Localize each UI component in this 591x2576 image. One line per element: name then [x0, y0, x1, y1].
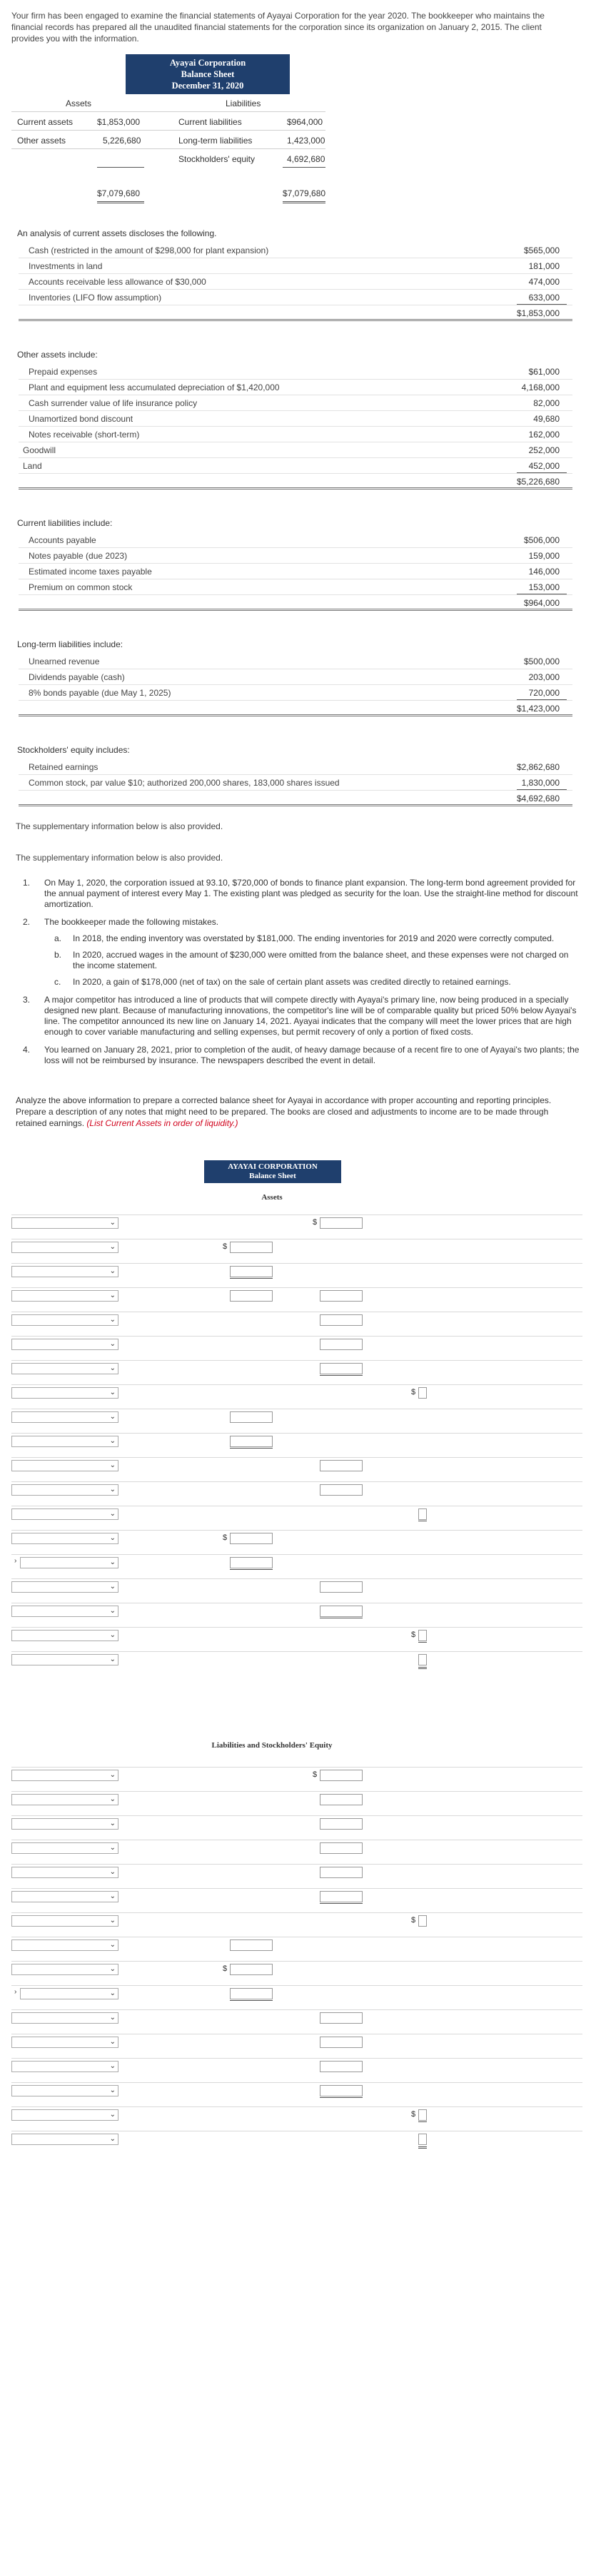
row-label: Common stock, par value $10; authorized 200,000 shares, 183,000 shares issued	[29, 778, 340, 788]
amount-input[interactable]	[320, 1770, 363, 1781]
form-row	[11, 1888, 582, 1904]
account-select[interactable]	[11, 1842, 118, 1854]
bs-right-value: 1,423,000	[287, 136, 325, 146]
underline-rule	[230, 1278, 273, 1279]
row-label: Inventories (LIFO flow assumption)	[29, 293, 162, 303]
underline-rule	[320, 1375, 363, 1376]
chevron-down-icon: ⌄	[109, 1243, 116, 1251]
statement-date: December 31, 2020	[171, 81, 244, 91]
underline-rule	[418, 2121, 427, 2122]
form-statement-name: Balance Sheet	[249, 1172, 296, 1180]
underline-rule	[230, 1569, 273, 1570]
amount-input[interactable]	[230, 1939, 273, 1951]
bs-left-label: Other assets	[17, 136, 66, 146]
amount-input[interactable]	[418, 2109, 427, 2121]
account-select[interactable]	[11, 2109, 118, 2121]
amount-input[interactable]	[320, 1484, 363, 1496]
account-select[interactable]	[11, 1508, 118, 1520]
row-label: Dividends payable (cash)	[29, 672, 125, 682]
bs-right-label: Stockholders' equity	[178, 154, 256, 164]
chevron-down-icon: ⌄	[109, 1655, 116, 1663]
form-row	[11, 1603, 582, 1618]
account-select[interactable]	[11, 1363, 118, 1374]
item-number: 1.	[23, 878, 31, 888]
amount-input[interactable]	[320, 1818, 363, 1830]
amount-input[interactable]	[320, 1363, 363, 1374]
account-select[interactable]	[11, 1266, 118, 1277]
form-row	[11, 1312, 582, 1327]
account-select[interactable]	[11, 1290, 118, 1302]
task-text: Analyze the above information to prepare a corrected balance sheet for Ayayai in accordance with proper accounting and reporting principles. Prepare a description of any notes that might need to be prepared. The books are closed and adjustments to income are to be made through retained earnings.	[16, 1095, 552, 1128]
current-liabilities-group	[11, 518, 580, 611]
row-label: Investments in land	[29, 261, 103, 271]
form-header	[204, 1160, 341, 1183]
sub-item-letter: a.	[54, 933, 62, 943]
amount-input[interactable]	[320, 2037, 363, 2048]
account-select[interactable]	[11, 1630, 118, 1641]
underline-rule	[320, 1903, 363, 1904]
row-amount: $500,000	[523, 656, 560, 666]
account-select[interactable]	[11, 1891, 118, 1902]
dollar-sign: $	[223, 1533, 228, 1542]
intro-text: Your firm has been engaged to examine the financial statements of Ayayai Corporation for the year 2020. The bookkeeper who maintains the financial records has prepared all the unaudited financial statements for the corporation since its organization on January 2, 2015. The client provides you with the information.	[11, 11, 545, 44]
sub-list-item	[44, 933, 580, 944]
expand-arrow-icon[interactable]: ›	[14, 1557, 17, 1565]
chevron-down-icon: ⌄	[109, 1510, 116, 1518]
group-total: $5,226,680	[516, 477, 560, 487]
row-amount: 82,000	[533, 398, 560, 408]
row-label: Cash (restricted in the amount of $298,000 for plant expansion)	[29, 245, 269, 255]
item-text: You learned on January 28, 2021, prior to completion of the audit, of heavy damage because of a recent fire to one of Ayayai's two plants; the loss will not be reimbursed by insurance. The newspapers described the event in detail.	[44, 1045, 580, 1065]
amount-input[interactable]	[418, 1654, 427, 1665]
row-label: Unamortized bond discount	[29, 414, 133, 424]
bs-right-value: 4,692,680	[287, 154, 325, 164]
double-rule	[418, 2146, 427, 2149]
amount-input[interactable]	[320, 2085, 363, 2096]
answer-form	[11, 1146, 582, 2231]
supplementary-note: The supplementary information below is also provided.	[16, 853, 223, 863]
group-total: $964,000	[523, 598, 560, 608]
amount-input[interactable]	[320, 1581, 363, 1593]
sub-item-letter: c.	[54, 977, 61, 987]
form-row	[11, 1360, 582, 1376]
row-label: 8% bonds payable (due May 1, 2025)	[29, 688, 171, 698]
account-select[interactable]	[11, 1581, 118, 1593]
other-assets-group	[11, 350, 580, 490]
form-company-name: AYAYAI CORPORATION	[228, 1162, 318, 1171]
form-row	[11, 1961, 582, 1977]
row-amount: $506,000	[523, 535, 560, 545]
amount-input[interactable]	[320, 1606, 363, 1617]
item-text: On May 1, 2020, the corporation issued at 93.10, $720,000 of bonds to finance plant expansion. The long-term bond agreement provided for the annual payment of interest every May 1. The existing plant was pledged as security for the loan. Use the straight-line method for discount amortization.	[44, 878, 578, 909]
account-select[interactable]	[11, 1818, 118, 1830]
chevron-down-icon: ⌄	[109, 2038, 116, 2046]
account-select[interactable]	[11, 2085, 118, 2096]
account-select[interactable]	[11, 1217, 118, 1229]
form-row	[11, 1384, 582, 1400]
account-select[interactable]	[11, 1242, 118, 1253]
row-label: Notes receivable (short-term)	[29, 430, 140, 440]
chevron-down-icon: ⌄	[109, 1844, 116, 1852]
amount-input[interactable]	[320, 1314, 363, 1326]
chevron-down-icon: ⌄	[109, 2086, 116, 2094]
row-amount: 474,000	[528, 277, 560, 287]
dollar-sign: $	[223, 1242, 228, 1251]
sub-item-text: In 2020, accrued wages in the amount of $230,000 were omitted from the balance sheet, and these expenses were not charged on the income statement.	[73, 950, 569, 970]
chevron-down-icon: ⌄	[109, 1965, 116, 1973]
bs-left-value: 5,226,680	[103, 136, 141, 146]
company-name: Ayayai Corporation	[169, 58, 246, 68]
amount-input[interactable]	[230, 1557, 273, 1568]
group-lead: Other assets include:	[17, 350, 98, 360]
long-term-liabilities-group	[11, 639, 580, 716]
account-select[interactable]	[11, 1606, 118, 1617]
chevron-down-icon: ⌄	[109, 1389, 116, 1396]
row-amount: 1,830,000	[521, 778, 560, 788]
assets-section-label: Assets	[261, 1193, 283, 1202]
form-row	[11, 1791, 582, 1807]
account-select[interactable]	[11, 1867, 118, 1878]
row-label: Cash surrender value of life insurance policy	[29, 398, 198, 408]
form-row	[11, 1215, 582, 1230]
account-select[interactable]	[11, 1411, 118, 1423]
chevron-down-icon: ⌄	[109, 1892, 116, 1900]
form-row	[11, 1336, 582, 1352]
amount-input[interactable]	[320, 1842, 363, 1854]
account-select[interactable]	[11, 1654, 118, 1665]
sub-list-item	[44, 950, 580, 971]
account-select[interactable]	[11, 1314, 118, 1326]
form-row	[11, 1651, 582, 1667]
form-row	[11, 2106, 582, 2122]
chevron-down-icon: ⌄	[109, 1267, 116, 1275]
dollar-sign: $	[313, 1770, 318, 1779]
sub-item-letter: b.	[54, 950, 62, 960]
amount-input[interactable]	[320, 1867, 363, 1878]
row-label: Plant and equipment less accumulated depreciation of $1,420,000	[29, 382, 280, 392]
chevron-down-icon: ⌄	[109, 1364, 116, 1372]
form-row	[11, 1287, 582, 1303]
form-row	[11, 1263, 582, 1279]
chevron-down-icon: ⌄	[109, 1989, 116, 1997]
form-row	[11, 1481, 582, 1497]
form-row	[11, 1433, 582, 1449]
group-lead: Stockholders' equity includes:	[17, 745, 130, 755]
form-row	[11, 1985, 582, 2001]
account-select[interactable]	[11, 1436, 118, 1447]
row-amount: 162,000	[528, 430, 560, 440]
account-select[interactable]	[11, 1460, 118, 1471]
row-amount: $61,000	[528, 367, 560, 377]
row-amount: 153,000	[528, 582, 560, 592]
row-amount: 203,000	[528, 672, 560, 682]
balance-sheet-header	[126, 54, 290, 94]
underline-rule	[230, 1448, 273, 1449]
chevron-down-icon: ⌄	[109, 1461, 116, 1469]
row-label: Premium on common stock	[29, 582, 133, 592]
form-row	[11, 1530, 582, 1546]
amount-input[interactable]	[230, 1290, 273, 1302]
group-lead: Current liabilities include:	[17, 518, 113, 528]
chevron-down-icon: ⌄	[109, 1917, 116, 1925]
underline-rule	[320, 2097, 363, 2098]
row-amount: 159,000	[528, 551, 560, 561]
liabilities-section-label: Liabilities and Stockholders' Equity	[211, 1741, 333, 1750]
amount-input[interactable]	[320, 2012, 363, 2024]
row-amount: 252,000	[528, 445, 560, 455]
item-number: 3.	[23, 995, 31, 1005]
amount-input[interactable]	[418, 1915, 427, 1927]
dollar-sign: $	[411, 1631, 416, 1639]
chevron-down-icon: ⌄	[109, 1771, 116, 1779]
account-select[interactable]	[11, 1339, 118, 1350]
form-row	[11, 1409, 582, 1424]
row-divider	[11, 148, 325, 149]
group-total: $4,692,680	[516, 793, 560, 803]
amount-input[interactable]	[320, 1891, 363, 1902]
row-label: Estimated income taxes payable	[29, 567, 152, 577]
form-row	[11, 1840, 582, 1855]
amount-input[interactable]	[418, 2134, 427, 2145]
group-total: $1,853,000	[516, 308, 560, 318]
statement-name: Balance Sheet	[181, 69, 235, 79]
dollar-sign: $	[411, 1388, 416, 1396]
row-label: Retained earnings	[29, 762, 98, 772]
expand-arrow-icon[interactable]: ›	[14, 1988, 17, 1996]
account-select[interactable]	[11, 1770, 118, 1781]
row-amount: $2,862,680	[516, 762, 560, 772]
account-select[interactable]	[11, 2061, 118, 2072]
form-row	[11, 1506, 582, 1521]
supplementary-note: The supplementary information below is also provided.	[16, 821, 223, 831]
account-select[interactable]	[11, 2012, 118, 2024]
form-row	[11, 2131, 582, 2146]
chevron-down-icon: ⌄	[109, 1413, 116, 1421]
chevron-down-icon: ⌄	[109, 1316, 116, 1324]
account-select[interactable]	[11, 1964, 118, 1975]
sub-list-item	[44, 977, 580, 988]
amount-input[interactable]	[418, 1508, 427, 1520]
bs-right-label: Long-term liabilities	[178, 136, 253, 146]
amount-input[interactable]	[230, 1411, 273, 1423]
row-amount: 4,168,000	[521, 382, 560, 392]
dollar-sign: $	[411, 1916, 416, 1925]
amount-input[interactable]	[320, 1290, 363, 1302]
dollar-sign: $	[223, 1964, 228, 1973]
sub-item-text: In 2018, the ending inventory was overstated by $181,000. The ending inventories for 2019 and 2020 were correctly computed.	[73, 933, 555, 943]
bs-right-value: $964,000	[287, 117, 323, 127]
amount-input[interactable]	[320, 1339, 363, 1350]
chevron-down-icon: ⌄	[109, 2014, 116, 2022]
supplementary-list	[23, 878, 580, 1066]
total-liabilities-value: $7,079,680	[283, 188, 326, 198]
chevron-down-icon: ⌄	[109, 2111, 116, 2119]
total-assets-value: $7,079,680	[97, 188, 141, 198]
form-row	[11, 1912, 582, 1928]
form-row	[11, 1767, 582, 1783]
current-assets-group	[11, 228, 580, 321]
group-total: $1,423,000	[516, 704, 560, 714]
group-lead: Long-term liabilities include:	[17, 639, 123, 649]
chevron-down-icon: ⌄	[109, 1820, 116, 1827]
double-rule	[97, 201, 144, 203]
bs-right-label: Current liabilities	[178, 117, 242, 127]
liabilities-heading: Liabilities	[226, 98, 261, 108]
row-label: Prepaid expenses	[29, 367, 98, 377]
double-rule	[418, 1667, 427, 1669]
account-select[interactable]	[11, 1484, 118, 1496]
form-row	[11, 2058, 582, 2074]
chevron-down-icon: ⌄	[109, 1941, 116, 1949]
analysis-section	[11, 228, 580, 806]
amount-input[interactable]	[230, 1533, 273, 1544]
account-select[interactable]	[11, 1794, 118, 1805]
chevron-down-icon: ⌄	[109, 1631, 116, 1639]
form-row	[11, 1864, 582, 1880]
amount-input[interactable]	[418, 1387, 427, 1399]
form-row	[11, 1239, 582, 1254]
assets-heading: Assets	[66, 98, 92, 108]
chevron-down-icon: ⌄	[109, 2135, 116, 2143]
amount-input[interactable]	[230, 1266, 273, 1277]
list-item	[23, 995, 580, 1038]
subtotal-rule	[97, 167, 144, 168]
amount-input[interactable]	[320, 1460, 363, 1471]
form-row	[11, 1554, 582, 1570]
form-row	[11, 2009, 582, 2025]
form-row	[11, 1578, 582, 1594]
task-hint: (List Current Assets in order of liquidity.)	[86, 1118, 238, 1128]
form-row	[11, 1937, 582, 1952]
group-lead: An analysis of current assets discloses the following.	[17, 228, 217, 238]
dollar-sign: $	[411, 2110, 416, 2119]
row-amount: 146,000	[528, 567, 560, 577]
chevron-down-icon: ⌄	[109, 1607, 116, 1615]
row-amount: $565,000	[523, 245, 560, 255]
chevron-down-icon: ⌄	[109, 1292, 116, 1299]
double-rule	[283, 201, 325, 203]
chevron-down-icon: ⌄	[109, 1486, 116, 1494]
header-divider	[11, 111, 325, 112]
list-item	[23, 917, 580, 988]
form-row	[11, 1457, 582, 1473]
chevron-down-icon: ⌄	[109, 1868, 116, 1876]
amount-input[interactable]	[418, 1630, 427, 1641]
task-instructions	[16, 1095, 580, 1129]
chevron-down-icon: ⌄	[109, 1437, 116, 1445]
row-amount: 181,000	[528, 261, 560, 271]
bs-left-value: $1,853,000	[97, 117, 141, 127]
account-select[interactable]	[20, 1557, 118, 1568]
amount-input[interactable]	[230, 1436, 273, 1447]
account-select[interactable]	[11, 1387, 118, 1399]
chevron-down-icon: ⌄	[109, 1795, 116, 1803]
amount-input[interactable]	[320, 1794, 363, 1805]
amount-input[interactable]	[230, 1988, 273, 1999]
amount-input[interactable]	[230, 1242, 273, 1253]
amount-input[interactable]	[230, 1964, 273, 1975]
account-select[interactable]	[11, 2134, 118, 2145]
form-row	[11, 1627, 582, 1643]
account-select[interactable]	[11, 1939, 118, 1951]
bs-left-label: Current assets	[17, 117, 74, 127]
row-divider	[11, 130, 325, 131]
account-select[interactable]	[11, 1915, 118, 1927]
row-label: Accounts receivable less allowance of $30,000	[29, 277, 206, 287]
dollar-sign: $	[313, 1218, 318, 1227]
row-amount: 633,000	[528, 293, 560, 303]
form-row	[11, 2034, 582, 2049]
row-label: Goodwill	[23, 445, 56, 455]
chevron-down-icon: ⌄	[109, 1219, 116, 1227]
balance-sheet	[11, 96, 580, 214]
amount-input[interactable]	[320, 2061, 363, 2072]
list-item	[23, 1045, 580, 1066]
row-label: Notes payable (due 2023)	[29, 551, 128, 561]
chevron-down-icon: ⌄	[109, 1558, 116, 1566]
form-row	[11, 1815, 582, 1831]
row-amount: 452,000	[528, 461, 560, 471]
chevron-down-icon: ⌄	[109, 1583, 116, 1591]
chevron-down-icon: ⌄	[109, 2062, 116, 2070]
item-number: 4.	[23, 1045, 31, 1055]
list-item	[23, 878, 580, 910]
account-select[interactable]	[20, 1988, 118, 1999]
item-text: The bookkeeper made the following mistakes.	[44, 917, 219, 927]
item-number: 2.	[23, 917, 31, 927]
item-text: A major competitor has introduced a line of products that will compete directly with Ayayai's primary line, now being produced in a specially designed new plant. Because of manufacturing innovations, the competitor's line will be of comparable quality but priced 50% below Ayayai's line. The competitor announced its new line on January 14, 2021. Ayayai indicates that the company will meet the lower prices that are high enough to cover variable manufacturing and selling expenses, but permit recovery of only a portion of fixed costs.	[44, 995, 577, 1037]
account-select[interactable]	[11, 2037, 118, 2048]
row-amount: 720,000	[528, 688, 560, 698]
row-label: Accounts payable	[29, 535, 96, 545]
equity-group	[11, 745, 580, 806]
subtotal-rule	[283, 167, 325, 168]
sub-item-text: In 2020, a gain of $178,000 (net of tax) on the sale of certain plant assets was credited directly to retained earnings.	[73, 977, 511, 987]
chevron-down-icon: ⌄	[109, 1340, 116, 1348]
row-label: Land	[23, 461, 42, 471]
underline-rule	[230, 2000, 273, 2001]
chevron-down-icon: ⌄	[109, 1534, 116, 1542]
amount-input[interactable]	[320, 1217, 363, 1229]
row-amount: 49,680	[533, 414, 560, 424]
form-row	[11, 2082, 582, 2098]
row-label: Unearned revenue	[29, 656, 100, 666]
underline-rule	[418, 1642, 427, 1643]
account-select[interactable]	[11, 1533, 118, 1544]
